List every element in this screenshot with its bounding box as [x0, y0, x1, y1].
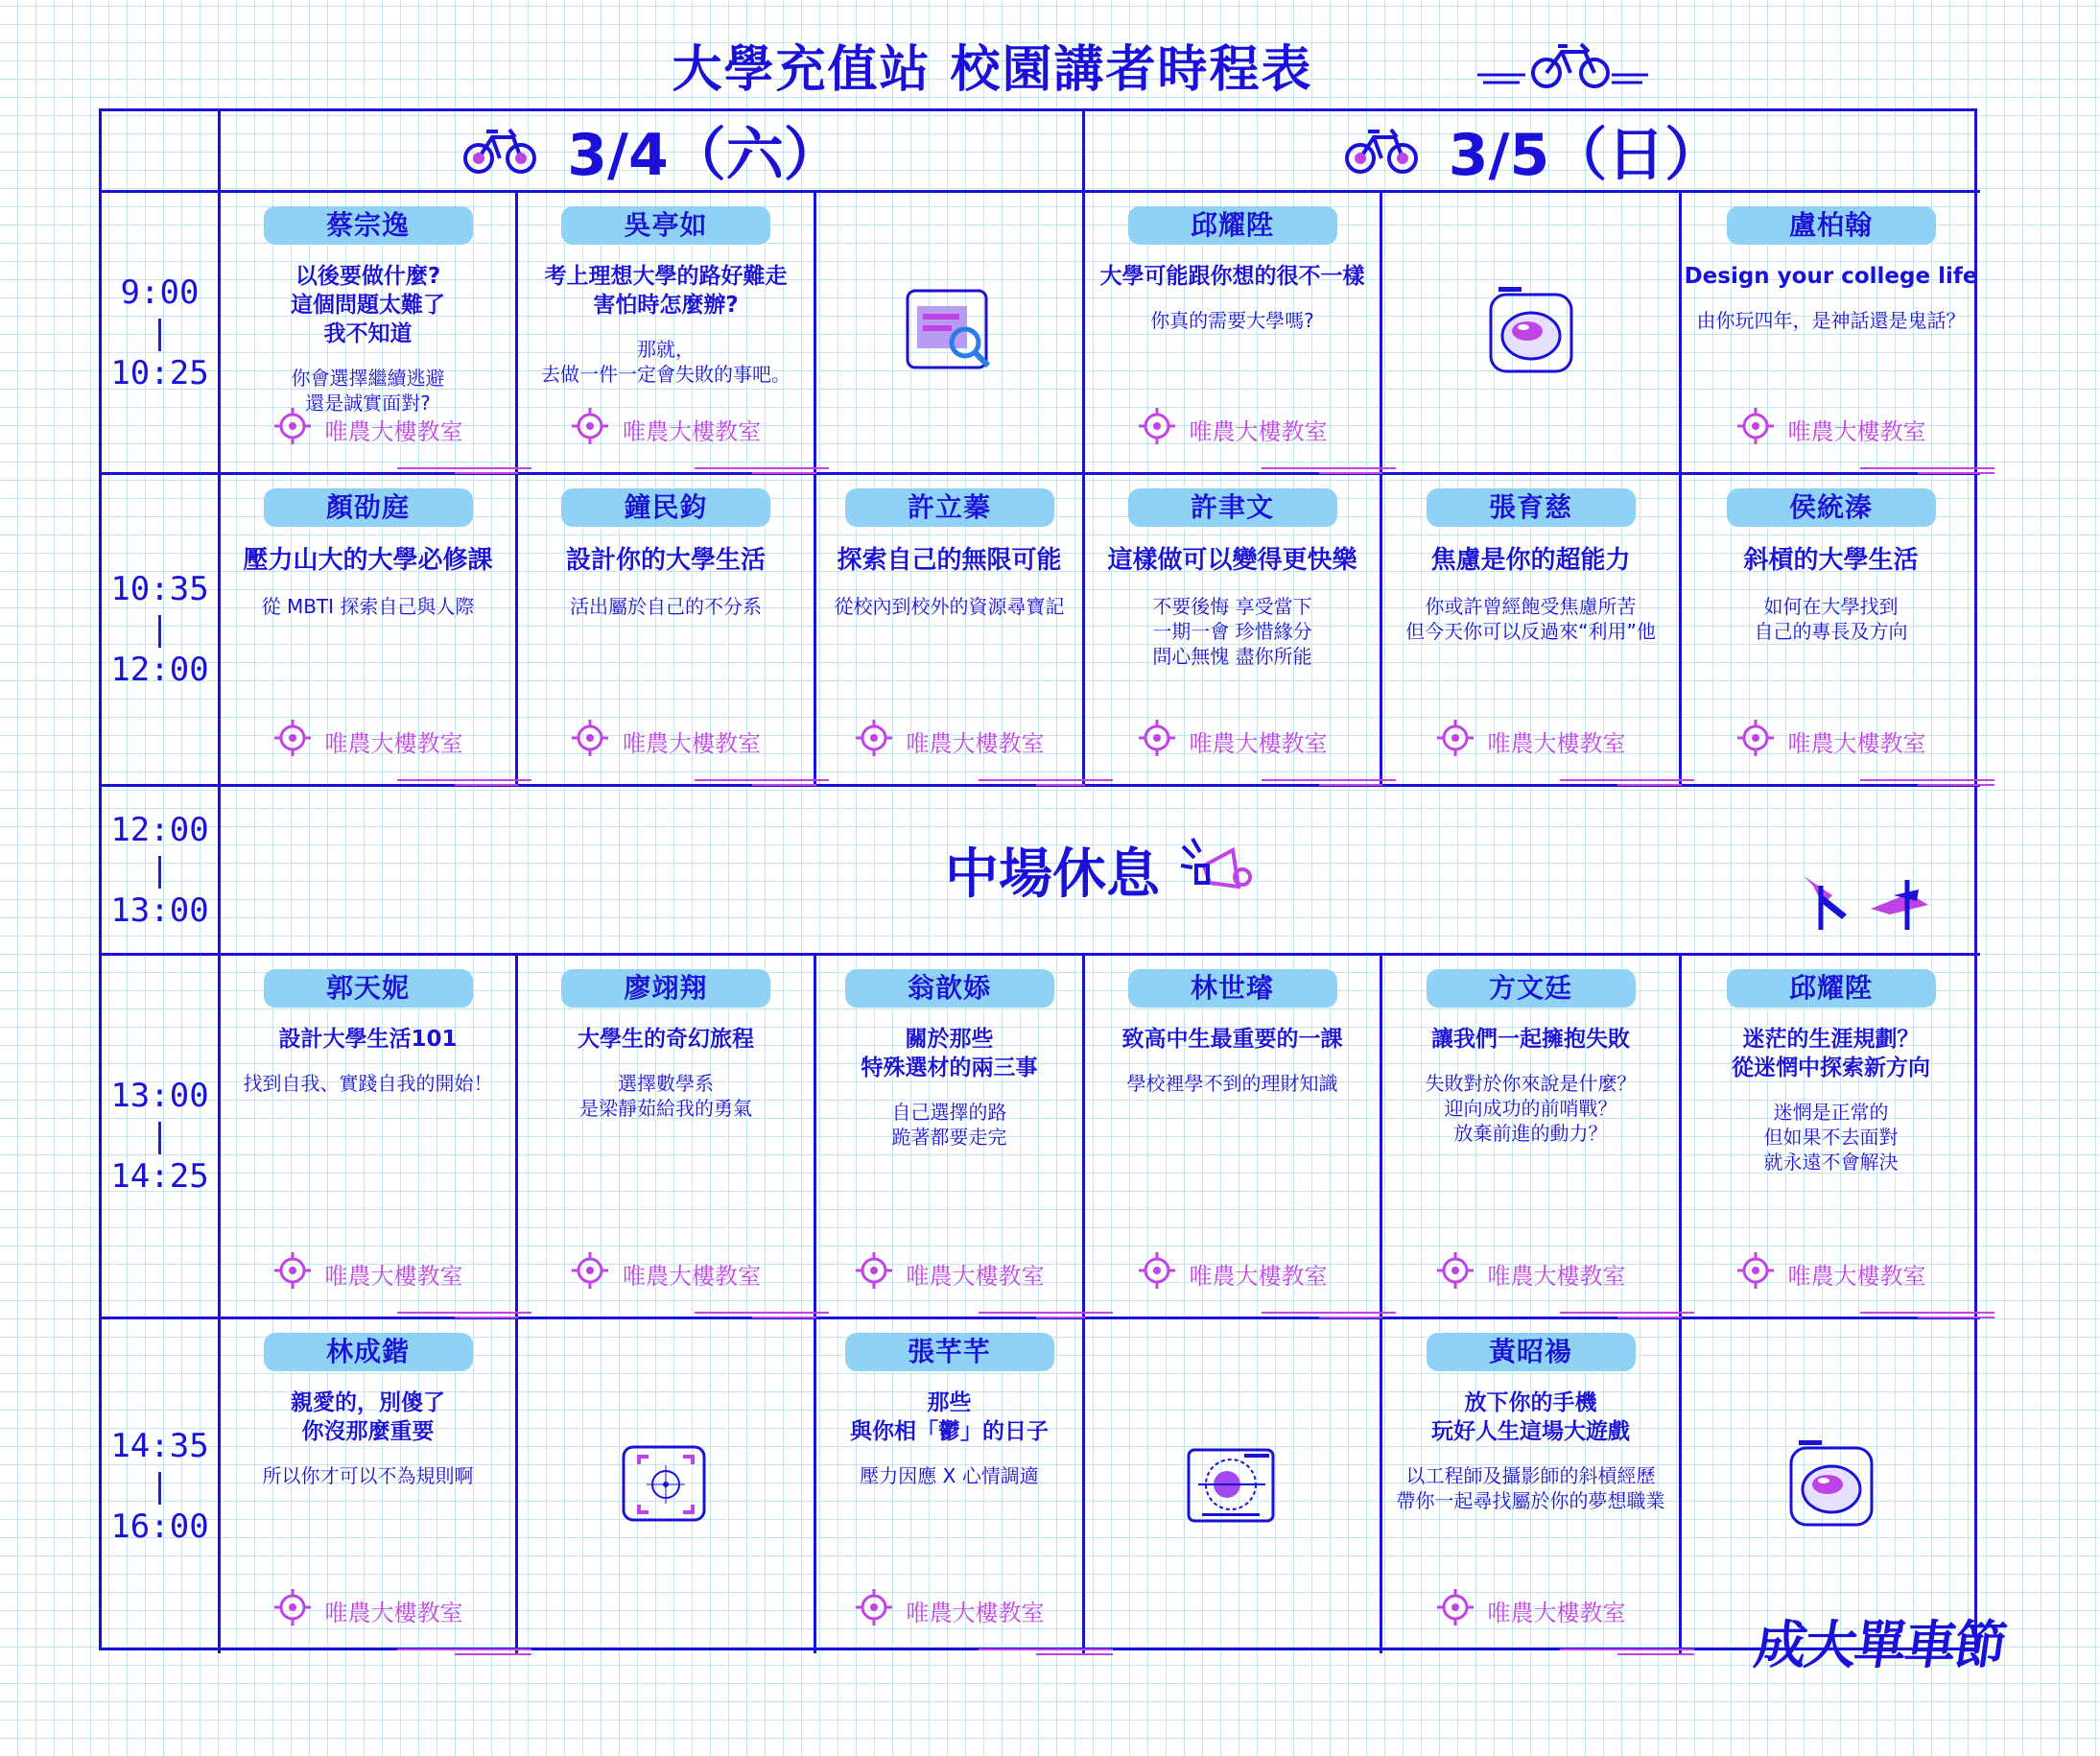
megaphone-icon [1179, 837, 1256, 904]
talk-title: 這樣做可以變得更快樂 [1107, 546, 1357, 575]
talk-title: 斜槓的大學生活 [1743, 546, 1919, 575]
talk-description: 活出屬於自己的不分系 [570, 595, 762, 618]
time-slot-3 [102, 787, 221, 956]
bicycle-icon [461, 124, 538, 178]
target-icon [571, 719, 609, 763]
location [816, 719, 1082, 763]
talk-description: 不要後悔 享受當下 一期一會 珍惜緣分 問心無愧 盡你所能 [1152, 595, 1312, 668]
talk-description: 由你玩四年，是神話還是鬼話？ [1696, 309, 1966, 332]
talk-description: 那就， 去做一件一定會失敗的事吧。 [541, 338, 790, 386]
location-label: 唯農大樓教室 [1189, 1262, 1328, 1290]
underline-decoration [397, 1297, 531, 1305]
location [816, 1588, 1082, 1632]
target-icon [1736, 407, 1775, 451]
time-slot-2 [102, 475, 221, 787]
robot-mecha-icon [1794, 866, 1938, 934]
location-label: 唯農大樓教室 [324, 1262, 463, 1290]
underline-decoration [397, 453, 531, 461]
speaker-name: 許聿文 [1128, 488, 1337, 527]
talk-description: 你會選擇繼續逃避 還是誠實面對? [291, 367, 445, 415]
speaker-name: 吳亭如 [561, 206, 770, 245]
location-label: 唯農大樓教室 [324, 1599, 463, 1626]
underline-decoration [1860, 453, 1994, 461]
search-document-icon [902, 283, 998, 383]
session-card [518, 475, 816, 787]
session-card [1382, 193, 1682, 475]
talk-description: 你或許曾經飽受焦慮所苦 但今天你可以反過來“利用”他 [1405, 595, 1656, 643]
session-card [816, 1319, 1085, 1653]
session-card [1382, 1319, 1682, 1653]
underline-decoration [1262, 1297, 1396, 1305]
location-label: 唯農大樓教室 [623, 1262, 761, 1290]
time-start: 12:00 [110, 810, 209, 849]
session-card [1382, 956, 1682, 1319]
session-card [518, 956, 816, 1319]
time-end: 12:00 [110, 651, 209, 689]
underline-decoration [1860, 765, 1994, 772]
location [1085, 407, 1380, 451]
speaker-name: 鐘民鈞 [561, 488, 770, 527]
target-icon [273, 1251, 312, 1295]
session-card [518, 1319, 816, 1653]
talk-description: 以工程師及攝影師的斜槓經歷 帶你一起尋找屬於你的夢想職業 [1396, 1464, 1665, 1512]
location [518, 407, 814, 451]
talk-description: 自己選擇的路 跪著都要走完 [891, 1101, 1007, 1149]
talk-title: 設計你的大學生活 [565, 546, 766, 575]
session-card [1682, 1319, 1980, 1653]
target-icon [1436, 1588, 1475, 1632]
target-icon [1436, 719, 1475, 763]
corner-cell [102, 111, 221, 193]
talk-title: 以後要做什麼? 這個問題太難了 我不知道 [291, 264, 445, 346]
logo-text: 成大單車節 [1751, 1615, 2009, 1675]
session-card [1382, 475, 1682, 787]
location-label: 唯農大樓教室 [324, 729, 463, 757]
talk-title: 迷茫的生涯規劃？ 從迷惘中探索新方向 [1732, 1027, 1930, 1080]
talk-title: 壓力山大的大學必修課 [243, 546, 493, 575]
target-icon [1436, 1251, 1475, 1295]
talk-description: 你真的需要大學嗎? [1150, 309, 1314, 332]
time-separator: | [150, 313, 170, 352]
speaker-name: 邱耀陞 [1727, 969, 1936, 1008]
session-card [816, 193, 1085, 475]
session-card [221, 193, 518, 475]
speaker-name: 林世璿 [1128, 969, 1337, 1008]
location-label: 唯農大樓教室 [906, 1262, 1045, 1290]
talk-title: 親愛的，別傻了 你沒那麼重要 [291, 1390, 445, 1444]
location-label: 唯農大樓教室 [906, 729, 1045, 757]
location [1682, 407, 1980, 451]
button-device-icon [1783, 1436, 1879, 1536]
time-end: 10:25 [110, 353, 209, 392]
session-card [816, 475, 1085, 787]
talk-description: 從校內到校外的資源尋寶記 [834, 595, 1065, 618]
time-end: 14:25 [110, 1157, 209, 1196]
underline-decoration [695, 453, 829, 461]
time-separator: | [150, 1117, 170, 1155]
session-card [221, 1319, 518, 1653]
time-separator: | [150, 610, 170, 649]
speaker-name: 廖翊翔 [561, 969, 770, 1008]
location-label: 唯農大樓教室 [1787, 1262, 1926, 1290]
underline-decoration [695, 765, 829, 772]
target-frame-icon [618, 1441, 714, 1531]
target-icon [571, 407, 609, 451]
underline-decoration [1262, 453, 1396, 461]
talk-description: 壓力因應 X 心情調適 [860, 1464, 1039, 1487]
underline-decoration [1860, 1297, 1994, 1305]
talk-description: 所以你才可以不為規則啊 [262, 1464, 474, 1487]
location [1085, 719, 1380, 763]
underline-decoration [397, 765, 531, 772]
location [221, 1588, 515, 1632]
session-card [1682, 193, 1980, 475]
location [1682, 1251, 1980, 1295]
time-start: 13:00 [110, 1077, 209, 1115]
page-title: 大學充值站 校園講者時程表 [672, 41, 1313, 99]
talk-description: 學校裡學不到的理財知識 [1126, 1072, 1338, 1095]
location-label: 唯農大樓教室 [623, 729, 761, 757]
underline-decoration [1560, 1297, 1694, 1305]
target-icon [855, 719, 893, 763]
bicycle-icon [1477, 35, 1650, 92]
session-card [1085, 1319, 1382, 1653]
location-label: 唯農大樓教室 [623, 417, 761, 445]
location-label: 唯農大樓教室 [1487, 1599, 1626, 1626]
schedule-table [99, 108, 1977, 1650]
session-card [221, 475, 518, 787]
talk-description: 找到自我、實踐自我的開始！ [243, 1072, 493, 1095]
speaker-name: 林成鍇 [264, 1333, 473, 1371]
location-label: 唯農大樓教室 [1787, 417, 1926, 445]
talk-title: 設計大學生活101 [278, 1027, 458, 1052]
speaker-name: 盧柏翰 [1727, 206, 1936, 245]
location-label: 唯農大樓教室 [1787, 729, 1926, 757]
speaker-name: 許立蓁 [845, 488, 1054, 527]
speaker-name: 張育慈 [1427, 488, 1636, 527]
underline-decoration [397, 1634, 531, 1642]
break-label: 中場休息 [945, 842, 1160, 906]
location [1382, 1588, 1679, 1632]
session-card [221, 956, 518, 1319]
location-label: 唯農大樓教室 [906, 1599, 1045, 1626]
location [1085, 1251, 1380, 1295]
underline-decoration [1560, 1634, 1694, 1642]
page-header [0, 29, 2100, 99]
session-card [1085, 475, 1382, 787]
talk-title: 致高中生最重要的一課 [1121, 1027, 1343, 1052]
time-end: 16:00 [110, 1507, 209, 1546]
target-icon [273, 719, 312, 763]
time-start: 14:35 [110, 1427, 209, 1465]
target-icon [855, 1251, 893, 1295]
session-card [1682, 475, 1980, 787]
time-end: 13:00 [110, 890, 209, 930]
location [221, 1251, 515, 1295]
talk-title: Design your college life [1684, 264, 1978, 289]
time-start: 10:35 [110, 570, 209, 608]
talk-title: 關於那些 特殊選材的兩三事 [861, 1027, 1038, 1080]
break-cell [221, 787, 1980, 956]
time-slot-1 [102, 193, 221, 475]
target-icon [1138, 1251, 1176, 1295]
session-card [1682, 956, 1980, 1319]
location [221, 407, 515, 451]
location-label: 唯農大樓教室 [324, 417, 463, 445]
day-label: 3/4（六） [567, 122, 841, 189]
disc-device-icon [1185, 1436, 1281, 1536]
target-icon [855, 1588, 893, 1632]
target-icon [273, 1588, 312, 1632]
speaker-name: 侯統溱 [1727, 488, 1936, 527]
session-card [816, 956, 1085, 1319]
speaker-name: 蔡宗逸 [264, 206, 473, 245]
speaker-name: 郭天妮 [264, 969, 473, 1008]
time-start: 9:00 [120, 273, 200, 312]
talk-title: 大學生的奇幻旅程 [578, 1027, 754, 1052]
location [221, 719, 515, 763]
talk-title: 那些 與你相「鬱」的日子 [850, 1390, 1049, 1444]
speaker-name: 張芊芊 [845, 1333, 1054, 1371]
bicycle-icon [1343, 124, 1420, 178]
day-header-2 [1085, 111, 1980, 193]
location [1382, 1251, 1679, 1295]
target-icon [1736, 719, 1775, 763]
speaker-name: 邱耀陞 [1128, 206, 1337, 245]
time-separator: | [150, 850, 170, 890]
talk-title: 讓我們一起擁抱失敗 [1431, 1027, 1630, 1052]
location [1382, 719, 1679, 763]
festival-logo [1751, 1604, 2009, 1678]
talk-description: 失敗對於你來說是什麼？ 迎向成功的前哨戰？ 放棄前進的動力？ [1425, 1072, 1637, 1145]
target-icon [1138, 407, 1176, 451]
talk-title: 考上理想大學的路好難走 害怕時怎麼辦? [544, 264, 788, 318]
underline-decoration [1560, 765, 1694, 772]
talk-description: 從 MBTI 探索自己與人際 [261, 595, 475, 618]
button-device-icon [1483, 283, 1579, 383]
target-icon [273, 407, 312, 451]
location [518, 1251, 814, 1295]
speaker-name: 方文廷 [1427, 969, 1636, 1008]
speaker-name: 黃昭禓 [1427, 1333, 1636, 1371]
underline-decoration [1262, 765, 1396, 772]
location-label: 唯農大樓教室 [1189, 729, 1328, 757]
talk-description: 迷惘是正常的 但如果不去面對 就永遠不會解決 [1763, 1101, 1899, 1174]
target-icon [571, 1251, 609, 1295]
speaker-name: 顏劭庭 [264, 488, 473, 527]
day-header-1 [221, 111, 1085, 193]
talk-title: 大學可能跟你想的很不一樣 [1099, 264, 1365, 289]
session-card [518, 193, 816, 475]
talk-description: 選擇數學系 是梁靜茹給我的勇氣 [579, 1072, 752, 1120]
time-separator: | [150, 1467, 170, 1506]
session-card [1085, 193, 1382, 475]
underline-decoration [695, 1297, 829, 1305]
time-slot-4 [102, 956, 221, 1319]
talk-title: 探索自己的無限可能 [837, 546, 1062, 575]
location [1682, 719, 1980, 763]
day-label: 3/5（日） [1448, 122, 1723, 189]
location [518, 719, 814, 763]
speaker-name: 翁歆婖 [845, 969, 1054, 1008]
time-slot-5 [102, 1319, 221, 1653]
location-label: 唯農大樓教室 [1487, 729, 1626, 757]
talk-title: 焦慮是你的超能力 [1430, 546, 1631, 575]
session-card [1085, 956, 1382, 1319]
target-icon [1138, 719, 1176, 763]
location-label: 唯農大樓教室 [1189, 417, 1328, 445]
location [816, 1251, 1082, 1295]
location-label: 唯農大樓教室 [1487, 1262, 1626, 1290]
target-icon [1736, 1251, 1775, 1295]
talk-title: 放下你的手機 玩好人生這場大遊戲 [1431, 1390, 1630, 1444]
talk-description: 如何在大學找到 自己的專長及方向 [1754, 595, 1908, 643]
